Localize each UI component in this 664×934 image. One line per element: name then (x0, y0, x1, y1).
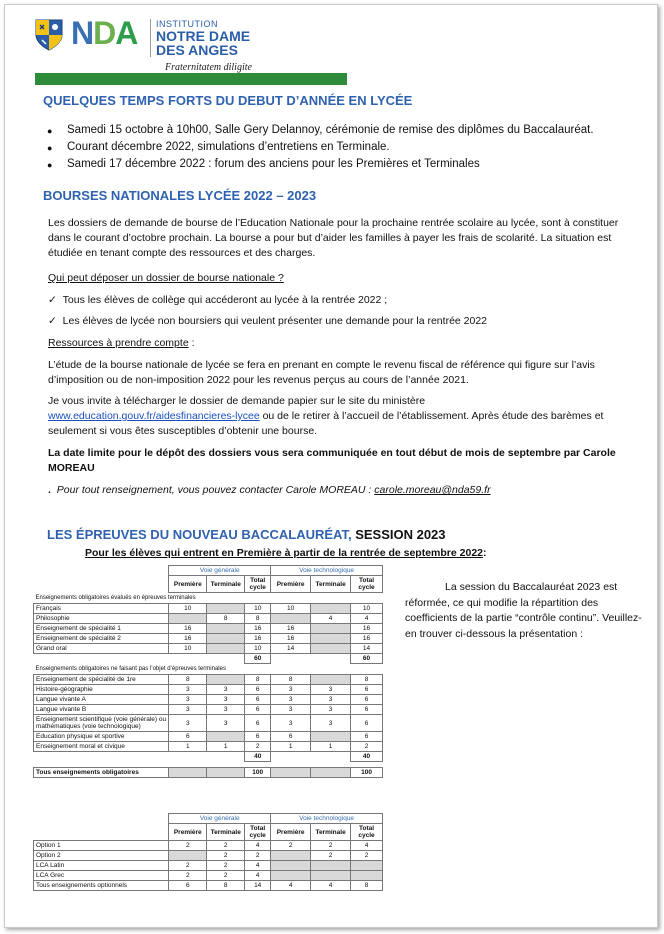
table-cell: 3 (271, 705, 311, 715)
row-label: LCA Grec (34, 871, 169, 881)
table-cell: 100 (245, 768, 271, 778)
table-row (34, 695, 383, 705)
table-cell: 3 (207, 685, 245, 695)
table-row (34, 614, 383, 624)
table-cell: 2 (311, 841, 351, 851)
table-cell (311, 644, 351, 654)
table-row (34, 644, 383, 654)
check-item (48, 315, 487, 327)
table-cell: 6 (245, 695, 271, 705)
table-cell (207, 675, 245, 685)
contact-line (48, 483, 638, 498)
table-row (34, 624, 383, 634)
table-cell: 1 (207, 742, 245, 752)
table-cell: 3 (271, 685, 311, 695)
column-header: Total cycle (245, 824, 271, 841)
table-row (34, 841, 383, 851)
row-label: Langue vivante B (34, 705, 169, 715)
row-label: Français (34, 604, 169, 614)
table-row (34, 861, 383, 871)
table-cell: 8 (245, 675, 271, 685)
table-cell: 2 (207, 841, 245, 851)
table-cell (311, 861, 351, 871)
table-row (34, 685, 383, 695)
table-row (34, 881, 383, 891)
row-label: Enseignement scientifique (voie générale) ou mathématiques (voie technologique) (34, 715, 169, 732)
table-cell: 8 (351, 881, 383, 891)
table-cell (207, 624, 245, 634)
table-cell (311, 675, 351, 685)
table-cell: 2 (169, 861, 207, 871)
row-label: Histoire-géographie (34, 685, 169, 695)
table-cell: 10 (245, 604, 271, 614)
table-cell: 3 (169, 715, 207, 732)
header-green-bar (35, 73, 347, 85)
table-cell: 10 (169, 644, 207, 654)
logo-divider (150, 19, 151, 57)
table-cell: 3 (271, 715, 311, 732)
table-cell: 2 (245, 851, 271, 861)
row-label: Option 2 (34, 851, 169, 861)
table-cell: 4 (311, 614, 351, 624)
table-cell: 16 (245, 624, 271, 634)
download-paragraph (48, 394, 638, 439)
bac-title-main: LES ÉPREUVES DU NOUVEAU BACCALAURÉAT, (47, 527, 356, 542)
table-header-row (34, 814, 383, 824)
coefficients-table-options (33, 813, 383, 891)
table-cell: 2 (351, 851, 383, 861)
check-item (48, 294, 387, 306)
table-cell: 6 (245, 715, 271, 732)
table-body (34, 604, 383, 654)
table-row (34, 705, 383, 715)
table-cell: 2 (245, 742, 271, 752)
table-row (34, 634, 383, 644)
bac-subtitle (85, 547, 487, 559)
table-cell: 40 (351, 752, 383, 762)
table-row (34, 604, 383, 614)
table-cell: 6 (245, 705, 271, 715)
table-cell: 6 (351, 715, 383, 732)
table-cell: 6 (245, 685, 271, 695)
table-cell: 40 (245, 752, 271, 762)
section-title-bac (47, 527, 446, 542)
table-cell (311, 624, 351, 634)
table-body (34, 675, 383, 752)
column-header: Terminale (311, 576, 351, 593)
table-header-row (34, 566, 383, 576)
table-header-row (34, 824, 383, 841)
table-cell (311, 634, 351, 644)
table-cell: 16 (169, 634, 207, 644)
row-label: LCA Latin (34, 861, 169, 871)
table-cell: 6 (351, 732, 383, 742)
row-label: Enseignement de spécialité 2 (34, 634, 169, 644)
table-cell: 3 (311, 695, 351, 705)
table-cell: 14 (245, 881, 271, 891)
contact-text: Pour tout renseignement, vous pouvez contacter Carole MOREAU : (56, 484, 375, 496)
table-cell: 3 (207, 715, 245, 732)
column-header: Total cycle (351, 576, 383, 593)
table-cell (351, 871, 383, 881)
table-cell: 16 (245, 634, 271, 644)
row-label: Education physique et sportive (34, 732, 169, 742)
table-cell: 4 (311, 881, 351, 891)
column-header: Total cycle (245, 576, 271, 593)
table-cell: 10 (271, 604, 311, 614)
row-label: Enseignement moral et civique (34, 742, 169, 752)
column-header: Première (169, 824, 207, 841)
column-header: Première (169, 576, 207, 593)
table-cell: 3 (207, 705, 245, 715)
table-cell: 1 (271, 742, 311, 752)
table-total-row (34, 768, 383, 778)
table-cell (271, 871, 311, 881)
table-cell (207, 604, 245, 614)
resources-title: Ressources à prendre compte (48, 337, 189, 349)
download-after: ou de le retirer à l’accueil de l’établissement. Après étude des barèmes et seulement si vous êtes susceptibles d’obtenir une bourse. (48, 410, 604, 437)
row-label: Option 1 (34, 841, 169, 851)
row-label: Tous enseignements optionnels (34, 881, 169, 891)
coefficients-table-mandatory (33, 565, 383, 778)
resources-heading (48, 336, 638, 351)
check-item-label: Tous les élèves de collège qui accéderont au lycée à la rentrée 2022 ; (62, 294, 388, 306)
table-cell: 3 (169, 685, 207, 695)
table-subtotal-row (34, 654, 383, 664)
download-before: Je vous invite à télécharger le dossier de demande papier sur le site du ministère (48, 395, 426, 407)
table-cell: 2 (351, 742, 383, 752)
table-cell: 6 (169, 732, 207, 742)
table-row (34, 851, 383, 861)
table-cell: 2 (207, 871, 245, 881)
row-label: Grand oral (34, 644, 169, 654)
table-cell: 3 (311, 705, 351, 715)
table-row (34, 742, 383, 752)
ministry-link[interactable]: www.education.gouv.fr/aidesfinancieres-lycee (48, 410, 260, 422)
crest-icon (35, 19, 63, 51)
table-body (34, 841, 383, 891)
table-cell (311, 604, 351, 614)
contact-email-link[interactable]: carole.moreau@nda59.fr (374, 484, 491, 496)
column-header: Première (271, 824, 311, 841)
table-row (34, 732, 383, 742)
table-cell: 4 (245, 861, 271, 871)
table-cell: 4 (245, 871, 271, 881)
table-cell: 3 (311, 685, 351, 695)
table-subtotal-row (34, 752, 383, 762)
resources-text: L’étude de la bourse nationale de lycée se fera en prenant en compte le revenu fiscal de référence qui figure sur l’avis d’imposition ou de non-imposition 2022 pour les revenus perçus au cours de l’année 2021. (48, 359, 595, 386)
list-item: ● Courant décembre 2022, simulations d’entretiens en Terminale. (67, 141, 390, 153)
table-cell (351, 861, 383, 871)
table-cell: 8 (245, 614, 271, 624)
table-cell: 16 (271, 634, 311, 644)
school-logo (35, 15, 275, 63)
table-row (34, 715, 383, 732)
table-cell (271, 861, 311, 871)
table-cell: 14 (271, 644, 311, 654)
section-title-temps-forts: QUELQUES TEMPS FORTS DU DEBUT D’ANNÉE EN LYCÉE (43, 93, 413, 108)
check-icon: ✓ (48, 315, 57, 327)
table-cell: 8 (207, 614, 245, 624)
table-cell: 6 (351, 685, 383, 695)
check-item-label: Les élèves de lycée non boursiers qui veulent présenter une demande pour la rentrée 2022 (62, 315, 488, 327)
table-cell (207, 732, 245, 742)
logo-institution: INSTITUTION (156, 19, 218, 29)
table-cell: 8 (169, 675, 207, 685)
table-cell: 1 (169, 742, 207, 752)
table-cell: 10 (245, 644, 271, 654)
table-cell (271, 851, 311, 861)
table-cell: 6 (351, 705, 383, 715)
table-cell: 6 (351, 695, 383, 705)
column-header: Terminale (311, 824, 351, 841)
table-cell: 8 (271, 675, 311, 685)
table-cell: 4 (245, 841, 271, 851)
bac-subtitle-colon: : (483, 547, 487, 559)
table-cell (311, 871, 351, 881)
motto: Fraternitatem diligite (165, 62, 252, 73)
row-label: Enseignement de spécialité 1 (34, 624, 169, 634)
table-cell (207, 644, 245, 654)
document-page (4, 4, 658, 928)
table-cell: 14 (351, 644, 383, 654)
row-label: Langue vivante A (34, 695, 169, 705)
table-cell: 3 (169, 705, 207, 715)
table-cell: 10 (169, 604, 207, 614)
table-cell (169, 614, 207, 624)
column-group-header: Voie technologique (271, 566, 383, 576)
logo-letters: NDA (71, 15, 138, 51)
table-cell: 16 (351, 634, 383, 644)
table-header-row (34, 576, 383, 593)
table-row (34, 871, 383, 881)
section-title-bourses: BOURSES NATIONALES LYCÉE 2022 – 2023 (43, 188, 317, 203)
column-group-header: Voie générale (169, 814, 271, 824)
table-cell: 16 (271, 624, 311, 634)
table-cell: 3 (311, 715, 351, 732)
table-cell: 6 (169, 881, 207, 891)
table-cell: 16 (351, 624, 383, 634)
table-cell: 4 (351, 614, 383, 624)
table-cell: 3 (271, 695, 311, 705)
list-item: ● Samedi 17 décembre 2022 : forum des anciens pour les Premières et Terminales (67, 158, 480, 170)
contact-prefix: . (48, 484, 51, 496)
column-header: Terminale (207, 824, 245, 841)
column-group-header: Voie technologique (271, 814, 383, 824)
table-cell: 60 (351, 654, 383, 664)
table-cell (207, 634, 245, 644)
column-header: Terminale (207, 576, 245, 593)
table-section-label: Enseignements obligatoires ne faisant pas l’objet d’épreuves terminales (35, 666, 226, 672)
table-cell (271, 614, 311, 624)
table-cell: 4 (351, 841, 383, 851)
bourses-intro: Les dossiers de demande de bourse de l’Education Nationale pour la prochaine rentrée scolaire au lycée, sont à constituer dans le courant d’octobre prochain. La bourse a pour but d’aider les familles à payer les frais de scolarité. La situation est étudiée en tenant compte des ressources et des charges. (48, 217, 619, 259)
resources-colon: : (188, 337, 195, 349)
column-header: Première (271, 576, 311, 593)
table-cell (311, 732, 351, 742)
table-cell: 6 (271, 732, 311, 742)
bac-title-session: SESSION 2023 (355, 527, 446, 542)
table-cell: 2 (207, 851, 245, 861)
table-cell: 8 (351, 675, 383, 685)
table-cell: 8 (207, 881, 245, 891)
bac-side-text: La session du Baccalauréat 2023 est réformée, ce qui modifie la répartition des coefficients de la partie “contrôle continu”. Veuillez-en trouver ci-dessous la présentation : (405, 581, 642, 640)
table-cell: 60 (245, 654, 271, 664)
table-cell (169, 851, 207, 861)
deadline-notice: La date limite pour le dépôt des dossiers vous sera communiquée en tout début de mois de septembre par Carole MOREAU (48, 447, 616, 474)
who-title: Qui peut déposer un dossier de bourse nationale ? (48, 272, 284, 284)
table-cell: 10 (351, 604, 383, 614)
table-cell: 16 (169, 624, 207, 634)
table-cell: 6 (245, 732, 271, 742)
table-cell: 2 (169, 871, 207, 881)
table-cell: 3 (207, 695, 245, 705)
table-cell: 3 (169, 695, 207, 705)
table-cell: 2 (311, 851, 351, 861)
table-cell: 4 (271, 881, 311, 891)
table-row (34, 675, 383, 685)
table-cell: 2 (169, 841, 207, 851)
table-section-label: Enseignements obligatoires évalués en épreuves terminales (35, 595, 196, 601)
table-cell: Tous enseignements obligatoires (34, 768, 169, 778)
list-item: ● Samedi 15 octobre à 10h00, Salle Gery Delannoy, cérémonie de remise des diplômes du Baccalauréat. (67, 124, 594, 136)
table-cell: 100 (351, 768, 383, 778)
row-label: Enseignement de spécialité de 1re (34, 675, 169, 685)
logo-school-name: NOTRE DAME DES ANGES (156, 28, 251, 58)
check-icon: ✓ (48, 294, 57, 306)
row-label: Philosophie (34, 614, 169, 624)
column-group-header: Voie générale (169, 566, 271, 576)
table-cell: 2 (271, 841, 311, 851)
table-cell: 1 (311, 742, 351, 752)
column-header: Total cycle (351, 824, 383, 841)
table-cell: 2 (207, 861, 245, 871)
bac-subtitle-text: Pour les élèves qui entrent en Première à partir de la rentrée de septembre 2022 (85, 547, 484, 559)
